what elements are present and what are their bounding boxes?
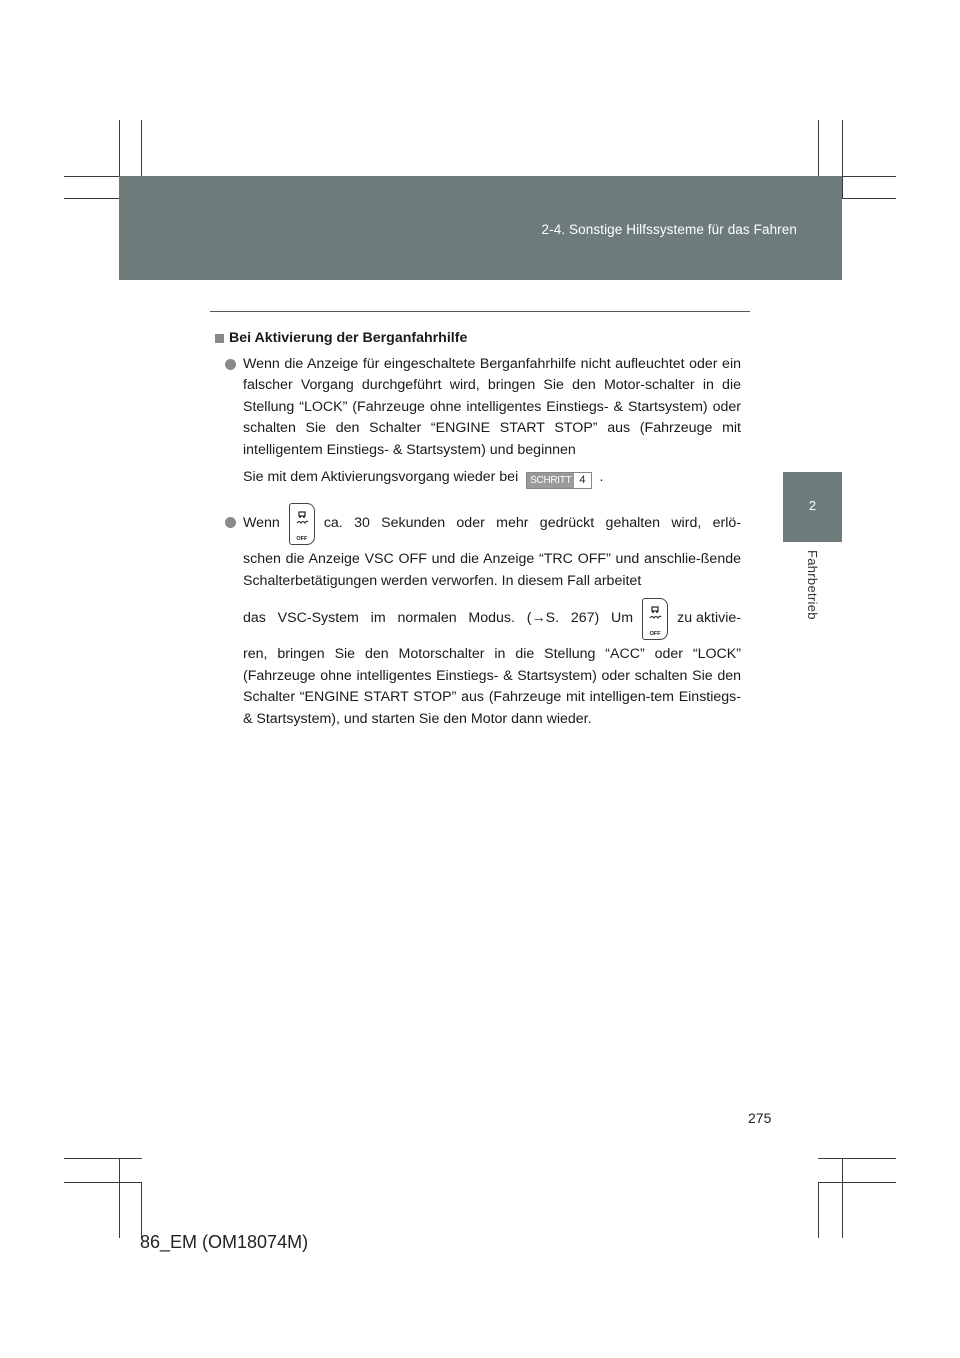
- bullet-text: schen die Anzeige VSC OFF und die Anzeige “TRC OFF” und anschlie-ßende Schalterbetätigungen werden verworfen. In diesem Fall arbeitet: [243, 551, 741, 589]
- bullet-last-line: [243, 467, 741, 489]
- off-label: OFF: [296, 536, 308, 542]
- section-divider: [210, 311, 750, 312]
- crop-mark: [64, 1182, 142, 1183]
- crop-mark: [818, 1182, 896, 1183]
- crop-mark: [842, 1158, 843, 1238]
- crop-mark: [119, 1158, 120, 1238]
- chapter-label: Fahrbetrieb: [805, 550, 820, 620]
- step-badge: [526, 472, 591, 489]
- bullet-end: .: [599, 469, 604, 485]
- bullet-text: ren, bringen Sie den Motorschalter in die Stellung “ACC” oder “LOCK” (Fahrzeuge ohne intelligentes Einstiegs- & Startsystem) oder schalten Sie den Schalter “ENGINE START STOP” aus (Fahrzeuge mit intelligen-tem Einstiegs- & Startsystem), und starten Sie den Motor dann wieder.: [243, 646, 741, 727]
- subsection-heading: [215, 328, 741, 350]
- off-label: OFF: [649, 631, 661, 637]
- chapter-tab: [783, 472, 842, 542]
- step-label: SCHRITT: [527, 473, 574, 488]
- square-bullet-icon: [215, 334, 224, 343]
- content-block: [215, 328, 741, 730]
- circle-bullet-icon: [225, 359, 236, 370]
- bullet-item: [215, 354, 741, 490]
- bullet-text: zu aktivie-: [677, 610, 741, 627]
- crop-mark: [818, 1158, 896, 1159]
- vsc-off-button-icon: [289, 503, 315, 545]
- document-code: 86_EM (OM18074M): [140, 1232, 309, 1252]
- bullet-item: [215, 503, 741, 730]
- bullet-text: Wenn: [243, 515, 280, 532]
- crop-mark: [842, 120, 843, 198]
- crop-mark: [818, 1182, 819, 1238]
- page-number: 275: [748, 1110, 772, 1126]
- bullet-text: ca. 30 Sekunden oder mehr gedrückt gehalten wird, erlö-: [323, 515, 741, 532]
- bullet-text: das VSC-System im normalen Modus. (→S. 267) Um: [243, 610, 634, 627]
- section-title: 2-4. Sonstige Hilfssysteme für das Fahren: [541, 222, 797, 237]
- heading-text: Bei Aktivierung der Berganfahrhilfe: [229, 330, 468, 346]
- bullet-text: Sie mit dem Aktivierungsvorgang wieder bei: [243, 469, 519, 485]
- crop-mark: [64, 1158, 142, 1159]
- header-band: [119, 176, 842, 280]
- bullet-line: [243, 503, 741, 545]
- chapter-number: 2: [808, 498, 817, 513]
- crop-mark: [141, 1182, 142, 1238]
- bullet-line: [243, 598, 741, 640]
- vsc-off-button-icon: [642, 598, 668, 640]
- bullet-text: Wenn die Anzeige für eingeschaltete Berganfahrhilfe nicht aufleuchtet oder ein falscher Vorgang durchgeführt wird, bringen Sie den Motor-schalter in die Stellung “LOCK” (Fahrzeuge ohne intelligentes Einstiegs- & Startsystem) oder schalten Sie den Schalter “ENGINE START STOP” aus (Fahrzeuge mit intelligentem Einstiegs- & Startsystem) und beginnen: [243, 355, 741, 458]
- circle-bullet-icon: [225, 517, 236, 528]
- step-number: 4: [574, 473, 590, 488]
